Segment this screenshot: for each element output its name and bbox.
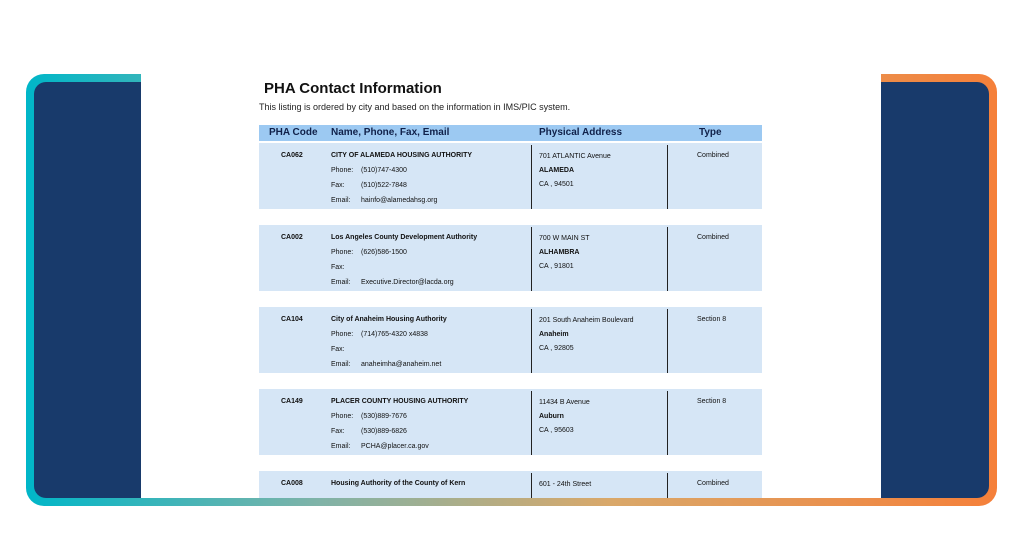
phone-line bbox=[331, 413, 407, 420]
pha-type: Section 8 bbox=[697, 316, 727, 323]
phone-line bbox=[331, 249, 407, 256]
phone-label: Phone: bbox=[331, 331, 354, 338]
state-zip: CA , 91801 bbox=[539, 263, 574, 270]
phone-line bbox=[331, 167, 407, 174]
state-zip: CA , 95603 bbox=[539, 427, 574, 434]
city: Anaheim bbox=[539, 331, 569, 338]
email-line bbox=[331, 361, 441, 368]
email-label: Email: bbox=[331, 197, 351, 204]
city: ALHAMBRA bbox=[539, 249, 580, 256]
phone-value: (530)889-7676 bbox=[361, 413, 407, 420]
fax-value: (530)889-6826 bbox=[361, 428, 407, 435]
email-line bbox=[331, 443, 429, 450]
column-divider bbox=[667, 309, 668, 373]
phone-label: Phone: bbox=[331, 413, 354, 420]
street-address: 201 South Anaheim Boulevard bbox=[539, 317, 634, 324]
pha-type: Section 8 bbox=[697, 398, 727, 405]
email-label: Email: bbox=[331, 279, 351, 286]
fax-line bbox=[331, 182, 407, 189]
pha-code: CA002 bbox=[281, 234, 303, 241]
table-row bbox=[259, 471, 762, 498]
fax-label: Fax: bbox=[331, 182, 345, 189]
table-row bbox=[259, 389, 762, 455]
fax-line bbox=[331, 264, 361, 271]
city: ALAMEDA bbox=[539, 167, 574, 174]
pha-name: Los Angeles County Development Authority bbox=[331, 234, 478, 241]
street-address: 701 ATLANTIC Avenue bbox=[539, 153, 611, 160]
fax-label: Fax: bbox=[331, 264, 345, 271]
street-address: 700 W MAIN ST bbox=[539, 235, 590, 242]
phone-value: (626)586-1500 bbox=[361, 249, 407, 256]
pha-name: Housing Authority of the County of Kern bbox=[331, 480, 466, 487]
pha-type: Combined bbox=[697, 480, 729, 487]
page-title: PHA Contact Information bbox=[264, 80, 442, 97]
email-line bbox=[331, 197, 437, 204]
column-divider bbox=[531, 145, 532, 209]
table-row bbox=[259, 307, 762, 373]
email-value: hainfo@alamedahsg.org bbox=[361, 197, 438, 204]
fax-label: Fax: bbox=[331, 346, 345, 353]
header-pha-code: PHA Code bbox=[269, 127, 318, 138]
phone-label: Phone: bbox=[331, 249, 354, 256]
column-divider bbox=[667, 473, 668, 498]
email-label: Email: bbox=[331, 443, 351, 450]
document-page bbox=[141, 74, 881, 498]
table-header bbox=[259, 125, 762, 141]
header-name-contact: Name, Phone, Fax, Email bbox=[331, 127, 450, 138]
email-line bbox=[331, 279, 454, 286]
state-zip: CA , 92805 bbox=[539, 345, 574, 352]
phone-label: Phone: bbox=[331, 167, 354, 174]
fax-line bbox=[331, 428, 407, 435]
column-divider bbox=[667, 391, 668, 455]
pha-code: CA062 bbox=[281, 152, 303, 159]
email-label: Email: bbox=[331, 361, 351, 368]
state-zip: CA , 94501 bbox=[539, 181, 574, 188]
fax-value: (510)522-7848 bbox=[361, 182, 407, 189]
header-physical-address: Physical Address bbox=[539, 127, 623, 138]
phone-line bbox=[331, 331, 428, 338]
pha-name: City of Anaheim Housing Authority bbox=[331, 316, 447, 323]
header-type: Type bbox=[699, 127, 722, 138]
city: Auburn bbox=[539, 413, 564, 420]
column-divider bbox=[667, 145, 668, 209]
column-divider bbox=[667, 227, 668, 291]
pha-type: Combined bbox=[697, 152, 729, 159]
table-row bbox=[259, 225, 762, 291]
pha-code: CA104 bbox=[281, 316, 303, 323]
pha-type: Combined bbox=[697, 234, 729, 241]
pha-name: CITY OF ALAMEDA HOUSING AUTHORITY bbox=[331, 152, 473, 159]
column-divider bbox=[531, 227, 532, 291]
column-divider bbox=[531, 473, 532, 498]
table-row bbox=[259, 143, 762, 209]
street-address: 11434 B Avenue bbox=[539, 399, 590, 406]
email-value: Executive.Director@lacda.org bbox=[361, 279, 454, 286]
email-value: PCHA@placer.ca.gov bbox=[361, 443, 429, 450]
fax-line bbox=[331, 346, 361, 353]
pha-name: PLACER COUNTY HOUSING AUTHORITY bbox=[331, 398, 469, 405]
street-address: 601 - 24th Street bbox=[539, 481, 592, 488]
page-subtitle: This listing is ordered by city and based on the information in IMS/PIC system. bbox=[259, 102, 571, 112]
email-value: anaheimha@anaheim.net bbox=[361, 361, 442, 368]
column-divider bbox=[531, 391, 532, 455]
column-divider bbox=[531, 309, 532, 373]
phone-value: (714)765-4320 x4838 bbox=[361, 331, 428, 338]
fax-label: Fax: bbox=[331, 428, 345, 435]
pha-code: CA008 bbox=[281, 480, 303, 487]
phone-value: (510)747-4300 bbox=[361, 167, 407, 174]
pha-code: CA149 bbox=[281, 398, 303, 405]
